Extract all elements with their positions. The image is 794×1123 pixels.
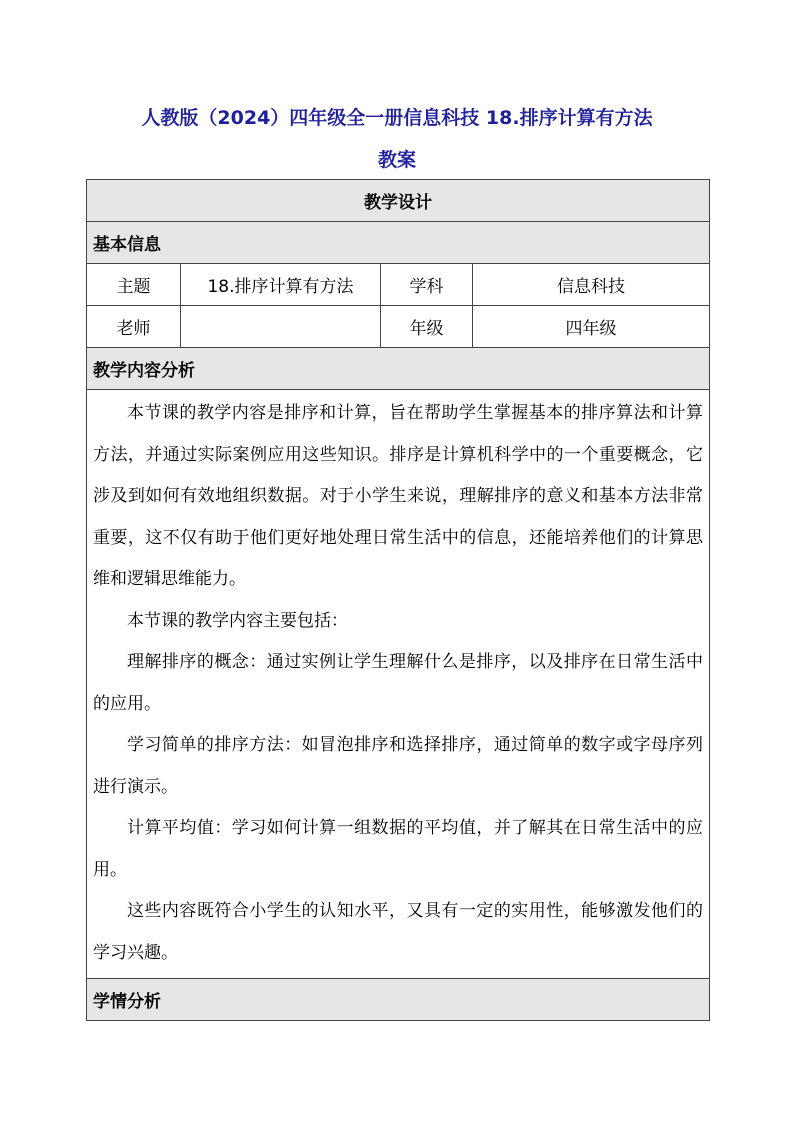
paragraph: 理解排序的概念：通过实例让学生理解什么是排序，以及排序在日常生活中的应用。: [93, 652, 703, 714]
table-header: 教学设计: [87, 180, 710, 222]
content-analysis-body: [87, 390, 710, 979]
paragraph: 这些内容既符合小学生的认知水平，又具有一定的实用性，能够激发他们的学习兴趣。: [93, 901, 703, 963]
topic-value: 18.排序计算有方法: [181, 264, 381, 306]
teacher-label: 老师: [87, 306, 181, 348]
document-subtitle: 教案: [377, 149, 416, 171]
topic-label: 主题: [87, 264, 181, 306]
section-learner-analysis: 学情分析: [87, 979, 710, 1021]
teacher-value: [181, 306, 381, 348]
subject-label: 学科: [381, 264, 473, 306]
paragraph: 本节课的教学内容是排序和计算，旨在帮助学生掌握基本的排序算法和计算方法，并通过实际案例应用这些知识。排序是计算机科学中的一个重要概念，它涉及到如何有效地组织数据。对于小学生来说，理解排序的意义和基本方法非常重要，这不仅有助于他们更好地处理日常生活中的信息，还能培养他们的计算思维和逻辑思维能力。: [93, 403, 703, 589]
section-content-analysis: 教学内容分析: [87, 348, 710, 390]
grade-value: 四年级: [473, 306, 710, 348]
subject-value: 信息科技: [473, 264, 710, 306]
lesson-plan-table: [86, 179, 710, 1021]
paragraph: 本节课的教学内容主要包括：: [127, 610, 348, 631]
paragraph: 学习简单的排序方法：如冒泡排序和选择排序，通过简单的数字或字母序列进行演示。: [93, 735, 703, 797]
paragraph: 计算平均值：学习如何计算一组数据的平均值，并了解其在日常生活中的应用。: [93, 818, 703, 880]
grade-label: 年级: [381, 306, 473, 348]
section-basic-info: 基本信息: [87, 222, 710, 264]
document-title: 人教版（2024）四年级全一册信息科技 18.排序计算有方法: [141, 107, 653, 129]
